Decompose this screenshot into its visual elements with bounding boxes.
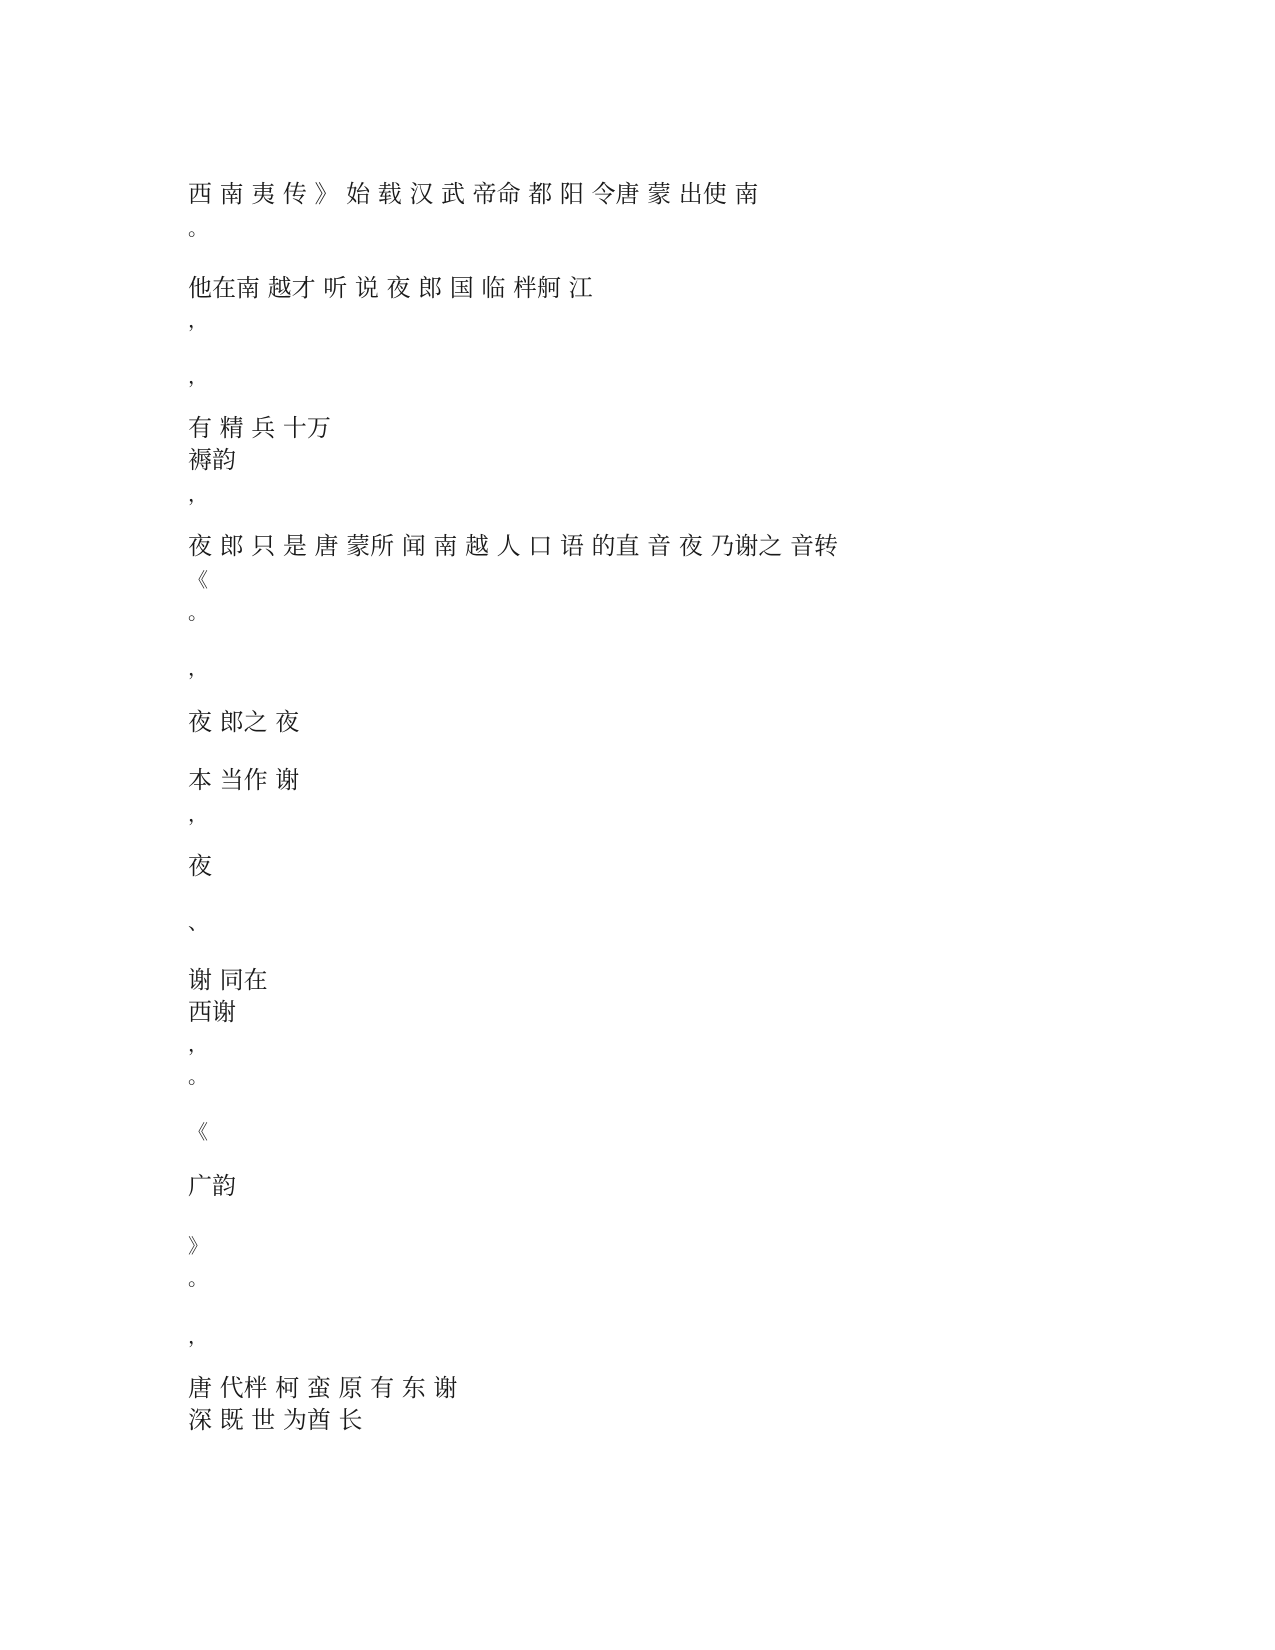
text-line: ， xyxy=(188,802,208,826)
text-line: 。 xyxy=(188,1064,208,1088)
text-line: 。 xyxy=(188,216,208,240)
text-line: 他在南 越才 听 说 夜 郎 国 临 柈舸 江 xyxy=(188,274,593,302)
text-line: 谢 同在 xyxy=(188,966,268,994)
text-line: 《 xyxy=(188,1120,208,1144)
text-line: ， xyxy=(188,482,208,506)
text-line: ， xyxy=(188,656,208,680)
text-line: ， xyxy=(188,1324,208,1348)
text-line: 西 南 夷 传 》 始 载 汉 武 帝命 都 阳 令唐 蒙 出使 南 xyxy=(188,180,759,208)
text-line: 、 xyxy=(188,910,208,934)
text-line: 。 xyxy=(188,600,208,624)
text-line: 夜 郎 只 是 唐 蒙所 闻 南 越 人 口 语 的直 音 夜 乃谢之 音转 xyxy=(188,532,839,560)
text-line: 广韵 xyxy=(188,1172,236,1200)
text-line: 夜 xyxy=(188,852,212,880)
text-line: ， xyxy=(188,364,208,388)
text-line: ， xyxy=(188,1032,208,1056)
text-line: 。 xyxy=(188,1266,208,1290)
text-line: ， xyxy=(188,308,208,332)
text-line: 褥韵 xyxy=(188,446,236,474)
text-line: 有 精 兵 十万 xyxy=(188,414,331,442)
text-line: 本 当作 谢 xyxy=(188,766,300,794)
text-line: 西谢 xyxy=(188,998,236,1026)
text-line: 唐 代柈 柯 蛮 原 有 东 谢 xyxy=(188,1374,458,1402)
text-line: 夜 郎之 夜 xyxy=(188,708,300,736)
text-line: 深 既 世 为酋 长 xyxy=(188,1406,363,1434)
text-line: 》 xyxy=(188,1234,208,1258)
text-line: 《 xyxy=(188,568,208,592)
